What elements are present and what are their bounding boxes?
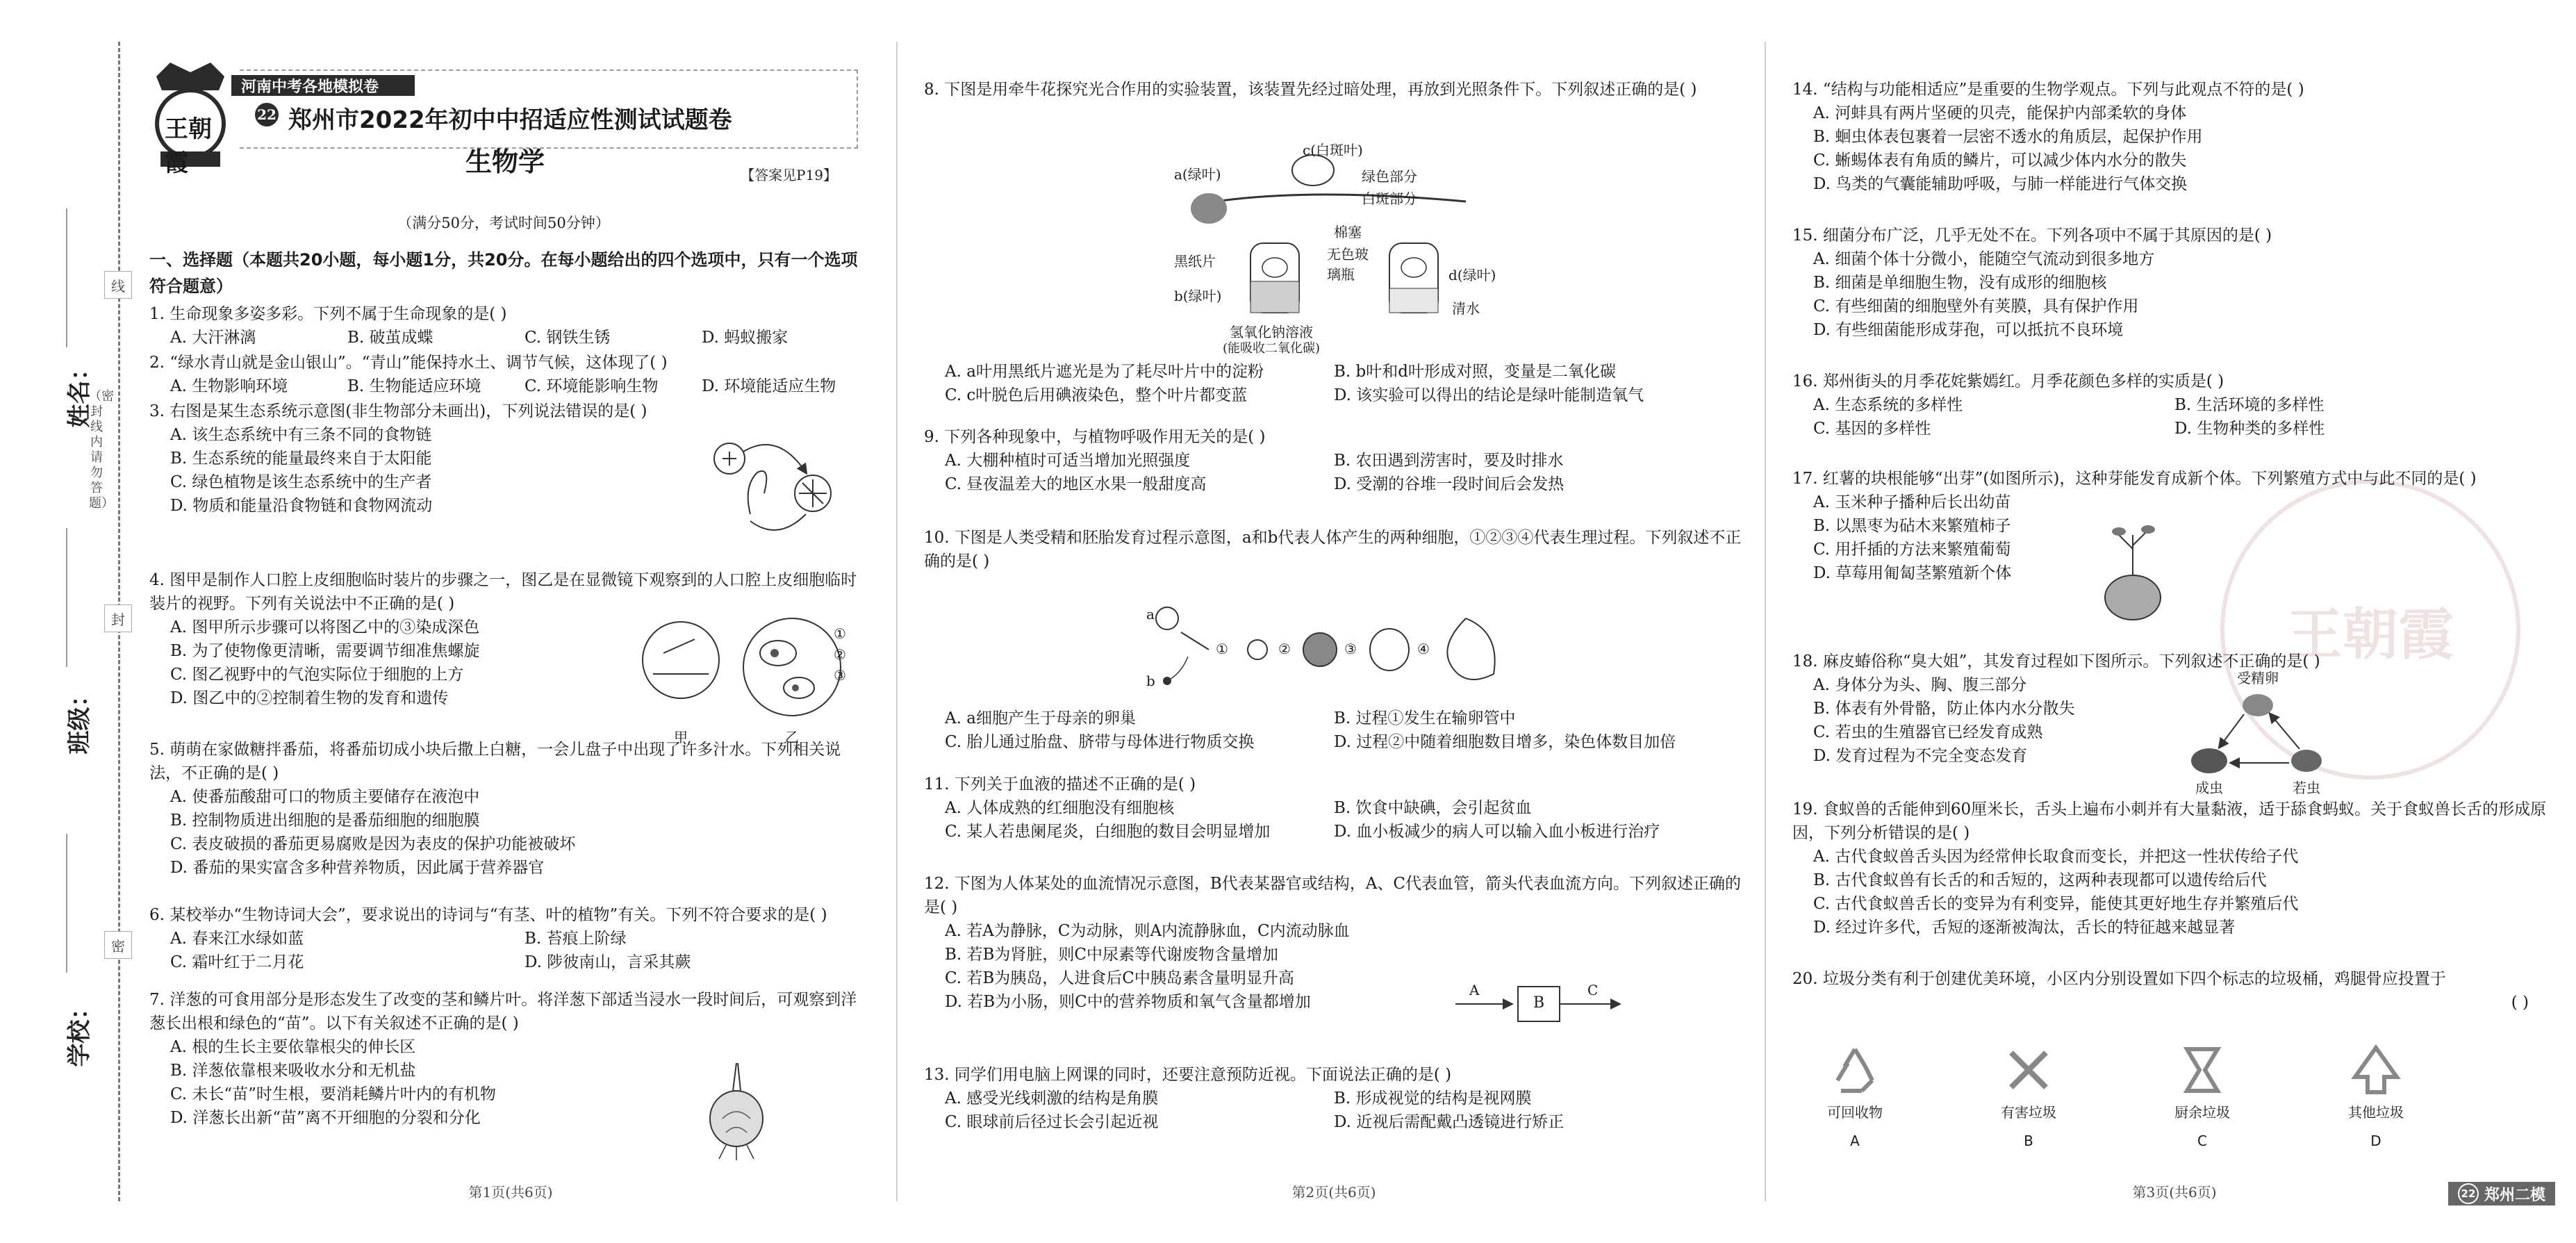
bin-other: [2334, 1042, 2418, 1149]
question-stem: 17. 红薯的块根能够“出芽”(如图所示)，这种芽能发育成新个体。下列繁殖方式中与此不同的是( ): [1792, 470, 2477, 488]
option-a: A. 使番茄酸甜可口的物质主要储存在液泡中: [170, 788, 480, 806]
label-d: d(绿叶): [1448, 267, 1496, 283]
option-c: C. 眼球前后径过长会引起近视: [945, 1113, 1159, 1131]
option-c: C. 表皮破损的番茄更易腐败是因为表皮的保护功能被破坏: [170, 835, 576, 853]
option-c: C. 基因的多样性: [1813, 420, 1931, 438]
badge-number: 22: [2458, 1183, 2479, 1204]
question-stem: 7. 洋葱的可食用部分是形态发生了改变的茎和鳞片叶。将洋葱下部适当浸水一段时间后，可观察到洋葱长出根和绿色的“苗”。以下有关叙述不正确的是( ): [149, 991, 857, 1032]
option-b: B. 以黑枣为砧木来繁殖柿子: [1813, 517, 2011, 535]
option-c: C. 胎儿通过胎盘、脐带与母体进行物质交换: [945, 733, 1255, 751]
option-a: A. 大汗淋漓: [170, 329, 256, 347]
question-8: [924, 78, 1744, 101]
other-icon: [2348, 1042, 2404, 1098]
page-number-3: 第3页(共6页): [2132, 1184, 2217, 1201]
column-divider-2: [1765, 42, 1766, 1201]
option-b: B. 蛔虫体表包裹着一层密不透水的角质层，起保护作用: [1813, 128, 2203, 146]
option-d: D. 图乙中的②控制着生物的发育和遗传: [170, 689, 449, 707]
option-a: A. 身体分为头、胸、腹三部分: [1813, 676, 2027, 694]
question-stem: 11. 下列关于血液的描述不正确的是( ): [924, 775, 1196, 793]
question-stem: 3. 右图是某生态系统示意图(非生物部分未画出)，下列说法错误的是( ): [149, 402, 647, 420]
option-d: D. 鸟类的气囊能辅助呼吸，与肺一样能进行气体交换: [1813, 175, 2188, 193]
option-a: A. 春来江水绿如蓝: [170, 930, 304, 948]
option-a: A. 图甲所示步骤可以将图乙中的③染成深色: [170, 618, 480, 636]
label-adult: 成虫: [2195, 780, 2223, 796]
kitchen-icon: [2174, 1042, 2230, 1098]
option-b: B. 体表有外骨骼，防止体内水分散失: [1813, 700, 2075, 718]
binding-margin: [0, 0, 139, 1243]
label-4: ④: [1417, 641, 1430, 657]
option-a: A. a细胞产生于母亲的卵巢: [945, 709, 1136, 727]
option-b: B. 生态系统的能量最终来自于太阳能: [170, 450, 432, 468]
label-2: ②: [834, 646, 846, 663]
cheek-cell-figure: [625, 611, 861, 750]
bin-letter: C: [2197, 1133, 2207, 1149]
option-b: B. 形成视觉的结构是视网膜: [1334, 1089, 1532, 1108]
seal-mark-xian: 线: [104, 271, 132, 299]
question-stem: 9. 下列各种现象中，与植物呼吸作用无关的是( ): [924, 428, 1266, 446]
class-line: [66, 528, 67, 667]
label-1: ①: [1216, 641, 1228, 657]
series-tab: 河南中考各地模拟卷: [231, 75, 415, 96]
publisher-logo: [149, 63, 231, 177]
label-a: a(绿叶): [1174, 166, 1221, 183]
option-d: D. 草莓用匍匐茎繁殖新个体: [1813, 564, 2012, 582]
option-b: B. b叶和d叶形成对照，变量是二氧化碳: [1334, 363, 1616, 381]
option-c: C. 用扦插的方法来繁殖葡萄: [1813, 541, 2011, 559]
option-b: B. 生活环境的多样性: [2174, 396, 2325, 414]
blood-flow-figure: [1455, 976, 1622, 1032]
option-d: D. 过程②中随着细胞数目增多，染色体数目加倍: [1334, 733, 1676, 751]
paper-badge: [2448, 1182, 2555, 1205]
label-white-part: 白斑部分: [1362, 190, 1417, 207]
bin-label: 有害垃圾: [2001, 1104, 2056, 1121]
label-3: ③: [1344, 641, 1357, 657]
option-d: D. 近视后需配戴凸透镜进行矫正: [1334, 1113, 1564, 1131]
option-d: D. 该实验可以得出的结论是绿叶能制造氧气: [1334, 386, 1644, 404]
paper-title: 郑州市2022年初中中招适应性测试试题卷: [288, 106, 732, 134]
watermark-stamp: 王朝霞: [2220, 479, 2520, 780]
paper-header: [149, 63, 858, 184]
question-5: [149, 738, 872, 880]
page-number-1: 第1页(共6页): [468, 1184, 553, 1201]
option-b: B. 为了使物像更清晰，需要调节细准焦螺旋: [170, 642, 480, 660]
class-label: 班级：: [65, 683, 94, 755]
label-egg: 受精卵: [2237, 670, 2279, 686]
option-c: C. 绿色植物是该生态系统中的生产者: [170, 473, 432, 491]
option-a: A. 古代食蚁兽舌头因为经常伸长取食而变长，并把这一性状传给子代: [1813, 848, 2299, 866]
question-stem: 8. 下图是用牵牛花探究光合作用的实验装置，该装置先经过暗处理，再放到光照条件下。下列叙述正确的是( ): [924, 81, 1697, 99]
stinkbug-figure: [2168, 667, 2348, 796]
bin-kitchen: [2161, 1042, 2244, 1149]
answer-paren: ( ): [2511, 994, 2529, 1012]
bin-label: 其他垃圾: [2348, 1104, 2404, 1121]
option-a: A. 人体成熟的红细胞没有细胞核: [945, 799, 1175, 817]
question-stem: 12. 下图为人体某处的血流情况示意图，B代表某器官或结构，A、C代表血管，箭头代表血流方向。下列叙述正确的是( ): [924, 875, 1741, 916]
label-naoh: 氢氧化钠溶液: [1230, 324, 1313, 340]
option-b: B. 生物能适应环境: [347, 377, 481, 395]
option-d: D. 环境能适应生物: [702, 377, 836, 395]
column-divider-1: [896, 42, 898, 1201]
question-stem: 18. 麻皮蝽俗称“臭大姐”，其发育过程如下图所示。下列叙述不正确的是( ): [1792, 652, 2320, 670]
question-stem: 2. “绿水青山就是金山银山”。“青山”能保持水土、调节气候，这体现了( ): [149, 354, 668, 372]
label-a: a: [1146, 606, 1155, 623]
option-a: A. 玉米种子播种后长出幼苗: [1813, 493, 2011, 511]
option-c: C. 钢铁生锈: [525, 329, 611, 347]
bin-label: 可回收物: [1827, 1104, 1883, 1121]
hazard-icon: [2001, 1042, 2056, 1098]
option-a: A. 该生态系统中有三条不同的食物链: [170, 426, 432, 444]
logo-text: 王朝霞: [165, 115, 212, 177]
option-b: B. 农田遇到涝害时，要及时排水: [1334, 452, 1564, 470]
question-16: [1792, 370, 2557, 441]
question-19: [1792, 798, 2557, 939]
question-20: [1792, 967, 2557, 1014]
question-6: [149, 903, 872, 974]
name-label: 姓名：: [65, 356, 94, 428]
question-stem: 5. 萌萌在家做糖拌番茄，将番茄切成小块后撒上白糖，一会儿盘子中出现了许多汁水。下列相关说法，不正确的是( ): [149, 741, 841, 782]
option-b: B. 饮食中缺碘，会引起贫血: [1334, 799, 1532, 817]
question-11: [924, 773, 1744, 843]
seal-mark-mi: 密: [104, 931, 132, 959]
label-c: C: [1587, 982, 1599, 998]
option-b: B. 破茧成蝶: [347, 329, 434, 347]
question-10: [924, 526, 1744, 573]
option-c: C. 若B为胰岛，人进食后C中胰岛素含量明显升高: [945, 969, 1294, 987]
label-jia: 甲: [674, 729, 688, 746]
question-8-options: [924, 360, 1744, 407]
option-c: C. 环境能影响生物: [525, 377, 659, 395]
bin-letter: D: [2370, 1133, 2381, 1149]
ecosystem-figure: [702, 431, 841, 542]
paper-number-badge: 22: [255, 103, 279, 126]
option-b: B. 苔痕上阶绿: [525, 930, 627, 948]
option-b: B. 过程①发生在输卵管中: [1334, 709, 1516, 727]
label-b: b(绿叶): [1174, 288, 1222, 304]
option-c: C. c叶脱色后用碘液染色，整个叶片都变蓝: [945, 386, 1248, 404]
option-d: D. 物质和能量沿食物链和食物网流动: [170, 497, 433, 515]
bin-letter: A: [1850, 1133, 1860, 1149]
question-stem: 14. “结构与功能相适应”是重要的生物学观点。下列与此观点不符的是( ): [1792, 81, 2304, 99]
time-note: （满分50分，考试时间50分钟）: [397, 215, 610, 231]
option-d: D. 受潮的谷堆一段时间后会发热: [1334, 475, 1564, 493]
question-stem: 13. 同学们用电脑上网课的同时，还要注意预防近视。下面说法正确的是( ): [924, 1066, 1452, 1084]
label-water: 清水: [1452, 300, 1480, 317]
bin-hazardous: [1987, 1042, 2070, 1149]
option-a: A. 河蚌具有两片坚硬的贝壳，能保护内部柔软的身体: [1813, 104, 2187, 122]
label-yi: 乙: [785, 729, 799, 746]
section-title: 一、选择题（本题共20小题，每小题1分，共20分。在每小题给出的四个选项中，只有一个选项符合题意）: [149, 250, 858, 296]
option-c: C. 霜叶红于二月花: [170, 953, 304, 971]
option-a: A. 生物影响环境: [170, 377, 288, 395]
recycle-icon: [1827, 1042, 1883, 1098]
option-a: A. 感受光线刺激的结构是角膜: [945, 1089, 1159, 1108]
option-c: C. 若虫的生殖器官已经发育成熟: [1813, 723, 2043, 741]
question-10-options: [924, 707, 1744, 754]
label-3: ③: [834, 667, 846, 684]
option-d: D. 生物种类的多样性: [2174, 420, 2325, 438]
bin-recyclable: [1813, 1042, 1897, 1149]
option-d: D. 番茄的果实富含多种营养物质，因此属于营养器官: [170, 859, 545, 877]
option-b: B. 古代食蚁兽有长舌的和舌短的，这两种表现都可以遗传给后代: [1813, 871, 2267, 889]
option-a: A. 若A为静脉，C为动脉，则A内流静脉血，C内流动脉血: [945, 922, 1350, 940]
option-b: B. 细菌是单细胞生物，没有成形的细胞核: [1813, 274, 2107, 292]
subject-title: 生物学: [465, 147, 545, 177]
option-a: A. 生态系统的多样性: [1813, 396, 1963, 414]
label-b: B: [1533, 994, 1545, 1012]
label-2: ②: [1278, 641, 1291, 657]
label-b: b: [1146, 673, 1155, 689]
option-a: A. 根的生长主要依靠根尖的伸长区: [170, 1038, 416, 1056]
question-stem: 6. 某校举办“生物诗词大会”，要求说出的诗词与“有茎、叶的植物”有关。下列不符合要求的是( ): [149, 906, 827, 924]
label-a: A: [1469, 982, 1480, 998]
onion-figure: [695, 1063, 778, 1160]
option-b: B. 洋葱依靠根来吸收水分和无机盐: [170, 1062, 416, 1080]
question-14: [1792, 78, 2557, 196]
option-d: D. 经过许多代，舌短的逐渐被淘汰，舌长的特征越来越显著: [1813, 919, 2236, 937]
question-stem: 1. 生命现象多姿多彩。下列不属于生命现象的是( ): [149, 305, 507, 323]
question-stem: 19. 食蚁兽的舌能伸到60厘米长，舌头上遍布小刺并有大量黏液，适于舔食蚂蚁。关于食蚁兽长舌的形成原因，下列分析错误的是( ): [1792, 800, 2547, 842]
question-1: [149, 302, 872, 349]
label-black-paper: 黑纸片: [1174, 253, 1216, 270]
question-9: [924, 425, 1744, 496]
sweet-potato-figure: [2091, 521, 2174, 625]
label-c: c(白斑叶): [1303, 142, 1363, 158]
answer-reference: 【答案见P19】: [741, 167, 837, 183]
question-stem: 15. 细菌分布广泛，几乎无处不在。下列各项中不属于其原因的是( ): [1792, 227, 2272, 245]
option-c: C. 蜥蜴体表有角质的鳞片，可以减少体内水分的散失: [1813, 151, 2187, 170]
option-d: D. 陟彼南山，言采其蕨: [525, 953, 691, 971]
option-c: C. 古代食蚁兽舌长的变异为有利变异，能使其更好地生存并繁殖后代: [1813, 895, 2299, 913]
option-c: C. 图乙视野中的气泡实际位于细胞的上方: [170, 666, 464, 684]
bin-label: 厨余垃圾: [2174, 1104, 2230, 1121]
question-stem: 16. 郑州街头的月季花姹紫嫣红。月季花颜色多样的实质是( ): [1792, 372, 2224, 390]
label-1: ①: [834, 625, 846, 642]
option-a: A. 细菌个体十分微小，能随空气流动到很多地方: [1813, 250, 2155, 268]
option-d: D. 发育过程为不完全变态发育: [1813, 747, 2028, 765]
bin-letter: B: [2024, 1133, 2033, 1149]
question-13: [924, 1063, 1744, 1134]
label-nymph: 若虫: [2293, 780, 2320, 796]
seal-mark-feng: 封: [104, 604, 132, 632]
option-b: B. 控制物质进出细胞的是番茄细胞的细胞膜: [170, 812, 480, 830]
option-d: D. 洋葱长出新“苗”离不开细胞的分裂和分化: [170, 1109, 481, 1127]
option-d: D. 蚂蚁搬家: [702, 329, 789, 347]
question-stem: 20. 垃圾分类有利于创建优美环境，小区内分别设置如下四个标志的垃圾桶，鸡腿骨应投置于: [1792, 970, 2446, 988]
photosynthesis-figure: [1174, 139, 1508, 354]
option-a: A. a叶用黑纸片遮光是为了耗尽叶片中的淀粉: [945, 363, 1264, 381]
badge-text: 郑州二模: [2484, 1186, 2545, 1204]
option-d: D. 若B为小肠，则C中的营养物质和氧气含量都增加: [945, 993, 1311, 1011]
label-bottle: 无色玻璃瓶: [1327, 246, 1369, 283]
seal-note: （密封线内请勿答题）: [89, 389, 114, 511]
name-line: [66, 208, 67, 347]
school-line: [66, 834, 67, 973]
option-c: C. 某人若患阑尾炎，白细胞的数目会明显增加: [945, 823, 1271, 841]
question-2: [149, 351, 872, 398]
option-c: C. 未长“苗”时生根，要消耗鳞片叶内的有机物: [170, 1085, 496, 1103]
label-cotton: 棉塞: [1334, 224, 1362, 240]
page-number-2: 第2页(共6页): [1291, 1184, 1376, 1201]
embryo-figure: [1139, 591, 1528, 702]
option-d: D. 血小板减少的病人可以输入血小板进行治疗: [1334, 823, 1660, 841]
question-stem: 10. 下图是人类受精和胚胎发育过程示意图，a和b代表人体产生的两种细胞，①②③④代表生理过程。下列叙述不正确的是( ): [924, 529, 1742, 570]
question-stem: 4. 图甲是制作人口腔上皮细胞临时装片的步骤之一，图乙是在显微镜下观察到的人口腔上皮细胞临时装片的视野。下列有关说法中不正确的是( ): [149, 571, 857, 613]
label-green-part: 绿色部分: [1362, 168, 1417, 185]
option-a: A. 大棚种植时可适当增加光照强度: [945, 452, 1191, 470]
option-b: B. 若B为肾脏，则C中尿素等代谢废物含量增加: [945, 946, 1279, 964]
question-17: [1792, 467, 2557, 585]
option-c: C. 有些细菌的细胞壁外有荚膜，具有保护作用: [1813, 297, 2139, 315]
school-label: 学校：: [65, 996, 94, 1067]
question-15: [1792, 224, 2557, 342]
label-naoh-note: (能吸收二氧化碳): [1223, 341, 1321, 356]
option-c: C. 昼夜温差大的地区水果一般甜度高: [945, 475, 1207, 493]
option-d: D. 有些细菌能形成芽孢，可以抵抗不良环境: [1813, 321, 2124, 339]
